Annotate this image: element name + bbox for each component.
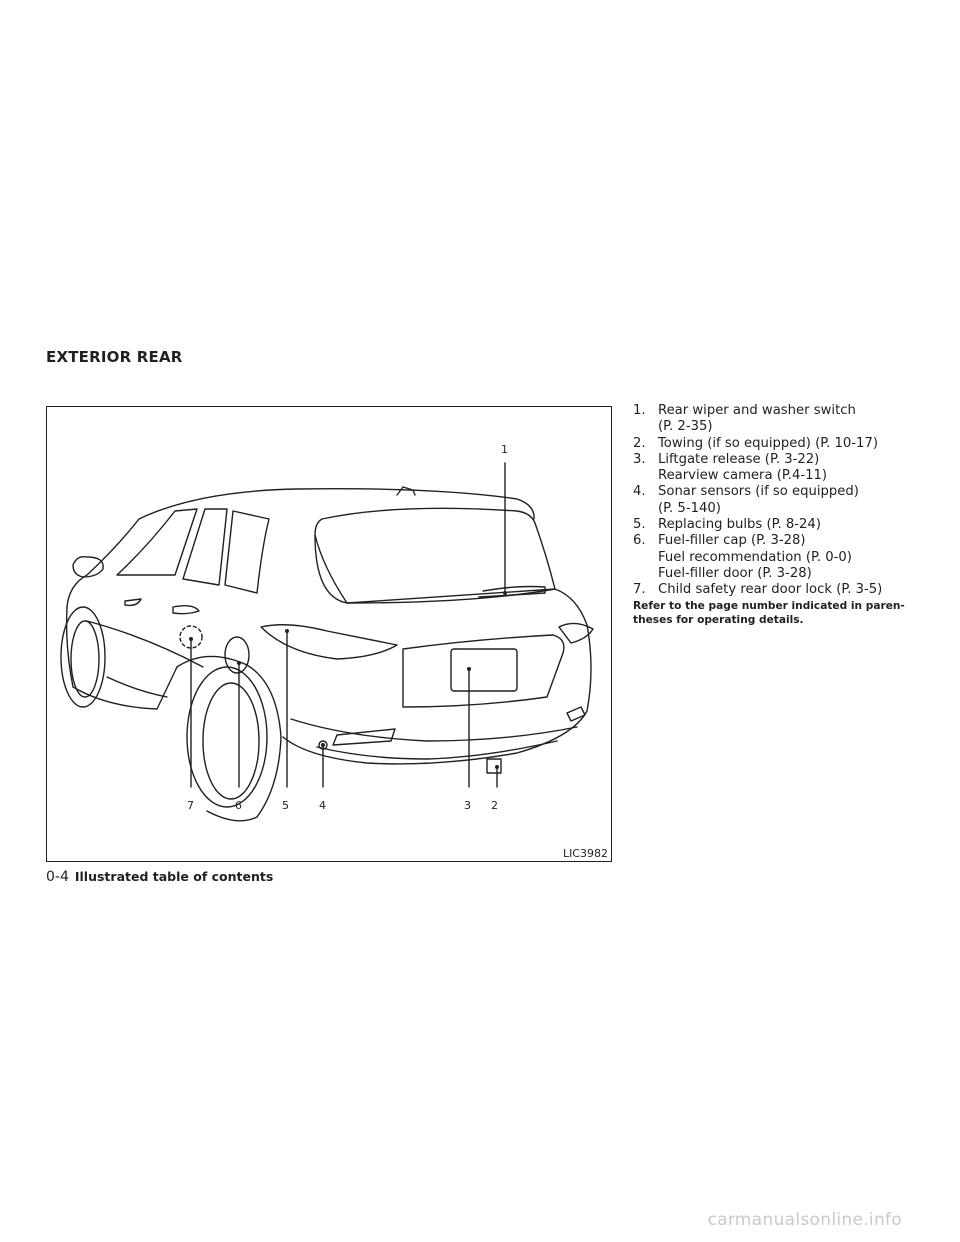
list-item: 1. Rear wiper and washer switch (P. 2-35)	[633, 403, 856, 435]
callout-4: 4	[319, 799, 326, 812]
vehicle-rear-illustration	[46, 406, 612, 862]
list-item: 3. Liftgate release (P. 3-22) Rearview camera (P.4-11)	[633, 451, 828, 484]
callout-3: 3	[464, 799, 471, 812]
list-item: 7. Child safety rear door lock (P. 3-5)	[633, 582, 883, 598]
list-item: 2. Towing (if so equipped) (P. 10-17)	[633, 435, 878, 451]
callout-7: 7	[187, 799, 194, 812]
callout-6: 6	[235, 799, 242, 812]
section-title: EXTERIOR REAR	[46, 348, 183, 366]
list-item: 4. Sonar sensors (if so equipped) (P. 5-140)	[633, 484, 859, 516]
operating-details-note: Refer to the page number indicated in paren- theses for operating details.	[633, 600, 905, 626]
list-item: 5. Replacing bulbs (P. 8-24)	[633, 517, 821, 533]
figure-code: LIC3982	[562, 847, 608, 860]
list-item: 6. Fuel-filler cap (P. 3-28) Fuel recommendation (P. 0-0) Fuel-filler door (P. 3-28)	[633, 533, 852, 581]
callout-2: 2	[491, 799, 498, 812]
site-watermark: carmanualsonline.info	[707, 1210, 902, 1230]
footer-title: Illustrated table of contents	[74, 869, 274, 884]
callout-5: 5	[282, 799, 289, 812]
page-number: 0-4	[46, 869, 69, 885]
callout-1: 1	[501, 443, 508, 456]
page-footer	[46, 869, 273, 885]
callout-legend-list	[633, 403, 933, 599]
suv-line-drawing	[47, 407, 610, 860]
